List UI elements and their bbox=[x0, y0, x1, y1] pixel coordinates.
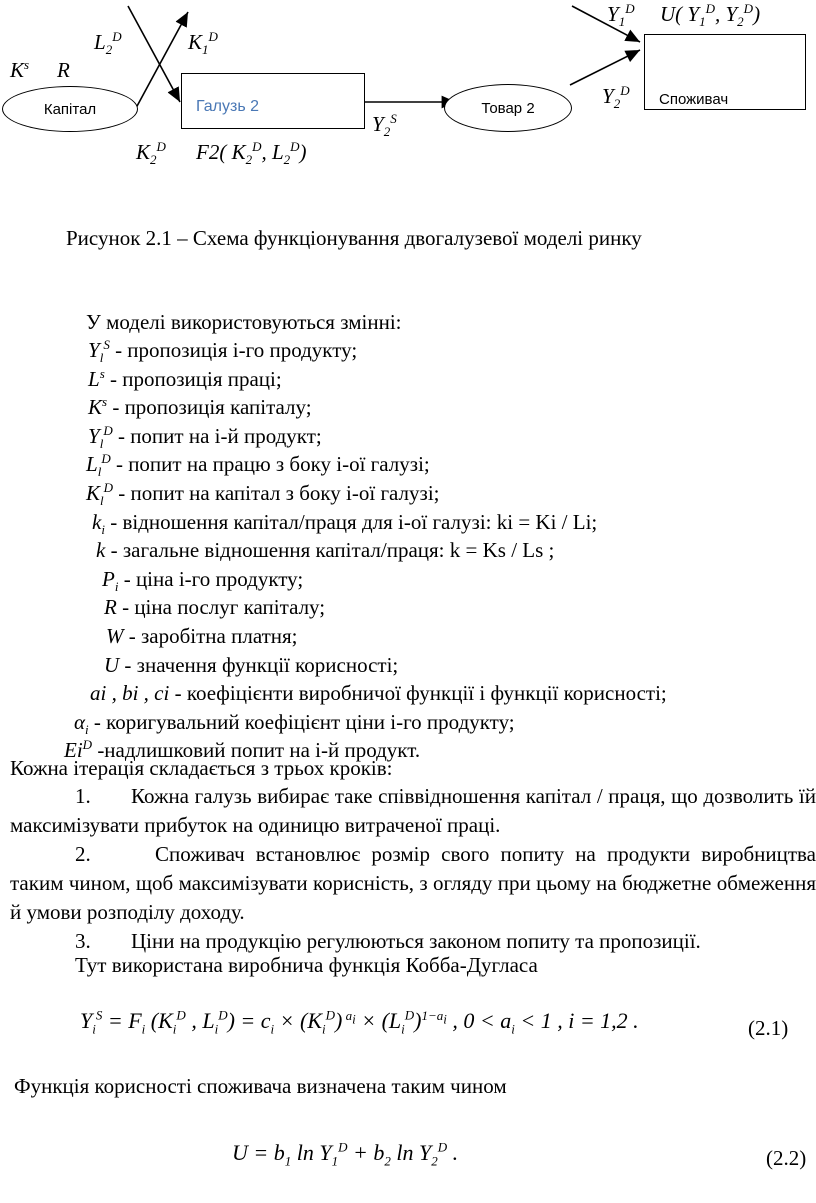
figure-caption: Рисунок 2.1 – Схема функціонування двогалузевої моделі ринку bbox=[66, 226, 642, 250]
variable-item bbox=[96, 538, 554, 563]
iteration-intro: Кожна ітерація складається з трьох кроків: bbox=[10, 756, 393, 780]
label-ks: $K^s$ bbox=[10, 57, 30, 82]
variable-description: - ціна i-го продукту; bbox=[118, 566, 304, 591]
variable-item: $P_i$ - ціна i-го продукту; bbox=[102, 566, 304, 594]
variable-item: $k_i$ - відношення капітал/праця для i-ої галузі: ki = Ki / Li; bbox=[92, 509, 598, 537]
utility-intro: Функція корисності споживача визначена таким чином bbox=[14, 1074, 507, 1098]
step-2 bbox=[10, 840, 816, 927]
goods-node bbox=[444, 84, 572, 132]
label-k2d: $K_2^D$ bbox=[136, 139, 166, 168]
variable-item: $L^s$ - пропозиція праці; bbox=[88, 365, 282, 391]
formula-2-2: $U = b_1$ $\ln Y_1^D + b_2$ $\ln Y_2^D$ . bbox=[232, 1139, 459, 1169]
label-y1d: $Y_1^D$ bbox=[607, 1, 635, 30]
variable-item: $\alpha_i$ - коригувальний коефіцієнт ціни i-го продукту; bbox=[74, 709, 515, 737]
cobb-douglas-intro: Тут використана виробнича функція Кобба-Дугласа bbox=[75, 953, 538, 977]
variable-description: - ціна послуг капіталу; bbox=[116, 595, 326, 620]
step-text: Кожна галузь вибирає таке співвідношення капітал / праця, що дозволить їй максимізувати прибуток на одиницю витраченої праці. bbox=[10, 784, 816, 837]
label-u: U( $Y_1^D$, $Y_2^D$) bbox=[660, 1, 761, 30]
industry-label: Галузь 2 bbox=[196, 98, 260, 115]
variable-symbol: k bbox=[92, 509, 102, 534]
variables-intro: У моделі використовуються змінні: bbox=[86, 310, 402, 334]
variable-item bbox=[90, 681, 667, 706]
variable-symbol: W bbox=[106, 624, 124, 648]
step-num: 3. bbox=[75, 929, 91, 953]
variable-description: - пропозиція капіталу; bbox=[107, 395, 312, 420]
capital-label: Капітал bbox=[43, 100, 97, 118]
variable-symbol: ai , bi , ci bbox=[90, 681, 170, 706]
variable-symbol: Ei bbox=[64, 738, 83, 763]
label-r: R bbox=[57, 58, 70, 82]
consumer-box bbox=[644, 34, 806, 110]
variable-description: - загальне відношення капітал/праця: k = Ks / Ls ; bbox=[105, 538, 555, 563]
variable-item: $Y_l^S$ - пропозиція i-го продукту; bbox=[88, 337, 358, 366]
variable-item: $Ei^D$ -надлишковий попит на i-й продукт. bbox=[64, 737, 421, 763]
goods-label: Товар 2 bbox=[481, 99, 535, 117]
variable-description: - заробітна платня; bbox=[123, 624, 298, 648]
variable-item: $Y_l^D$ - попит на i-й продукт; bbox=[88, 422, 322, 451]
arrow-l2d bbox=[128, 6, 180, 102]
label-f2: F2( $K_2^D$, $L_2^D$) bbox=[196, 139, 307, 168]
variable-description: -надлишковий попит на i-й продукт. bbox=[92, 738, 421, 763]
step-text: Споживач встановлює розмір свого попиту на продукти виробництва таким чином, щоб максимізувати корисність, з огляду при цьому на бюджетне обмеження й умови розподілу доходу. bbox=[10, 842, 816, 924]
variable-symbol: Y bbox=[88, 423, 100, 448]
variable-item: $K^s$ - пропозиція капіталу; bbox=[88, 394, 312, 420]
variable-symbol: L bbox=[86, 452, 98, 477]
variable-symbol: P bbox=[102, 566, 115, 591]
formula-2-1: $Y_i^S = F_i$ ($K_i^D$ , $L_i^D) = c_i \times (K_i^D)$ $^{a_i} \times (L_i^D)^{1-a_i}$ , $0 < a_i < 1$ , i = 1,2 . bbox=[80, 1007, 639, 1037]
variable-item: $K_l^D$ - попит на капітал з боку i-ої галузі; bbox=[86, 480, 440, 509]
label-l2d: $L_2^D$ bbox=[94, 29, 122, 58]
label-y2s: $Y_2^S$ bbox=[372, 111, 397, 140]
variable-description: - попит на i-й продукт; bbox=[112, 423, 322, 448]
variable-item bbox=[106, 624, 298, 649]
label-k1d: $K_1^D$ bbox=[188, 29, 218, 58]
capital-node bbox=[2, 86, 138, 132]
label-y2d: $Y_2^D$ bbox=[602, 83, 630, 112]
variable-description: - попит на капітал з боку i-ої галузі; bbox=[113, 481, 440, 505]
variable-symbol: R bbox=[104, 595, 117, 620]
step-num: 2. bbox=[75, 842, 91, 866]
step-1 bbox=[10, 782, 816, 840]
consumer-label: Споживач bbox=[659, 91, 729, 108]
variable-symbol: K bbox=[86, 481, 101, 505]
industry-box bbox=[181, 73, 365, 129]
step-text: Ціни на продукцію регулюються законом попиту та пропозиції. bbox=[131, 929, 701, 953]
variable-item: $L_l^D$ - попит на працю з боку i-ої галузі; bbox=[86, 451, 430, 480]
variable-symbol: U bbox=[104, 652, 120, 677]
formula-2-1-number: (2.1) bbox=[748, 1016, 789, 1040]
step-num: 1. bbox=[75, 784, 91, 808]
variable-description: - відношення капітал/праця для i-ої галузі: ki = Ki / Li; bbox=[104, 509, 598, 534]
variable-symbol: Y bbox=[88, 338, 100, 362]
variable-symbol: α bbox=[74, 709, 86, 734]
variable-description: - значення функції корисності; bbox=[119, 652, 399, 677]
formula-2-2-number: (2.2) bbox=[766, 1146, 807, 1170]
variable-symbol: K bbox=[88, 395, 103, 420]
variable-description: - коригувальний коефіцієнт ціни i-го продукту; bbox=[88, 709, 515, 734]
variable-description: - коефіцієнти виробничої функції і функції корисності; bbox=[169, 681, 667, 706]
variable-symbol: L bbox=[88, 366, 100, 391]
variable-item bbox=[104, 653, 398, 678]
variable-symbol: k bbox=[96, 538, 106, 563]
variable-description: - пропозиція праці; bbox=[104, 366, 282, 391]
variable-item bbox=[104, 595, 325, 620]
variable-description: - попит на працю з боку i-ої галузі; bbox=[110, 452, 430, 477]
step-3 bbox=[10, 927, 816, 956]
arrow-y2d bbox=[570, 50, 640, 85]
variable-description: - пропозиція i-го продукту; bbox=[109, 338, 358, 362]
